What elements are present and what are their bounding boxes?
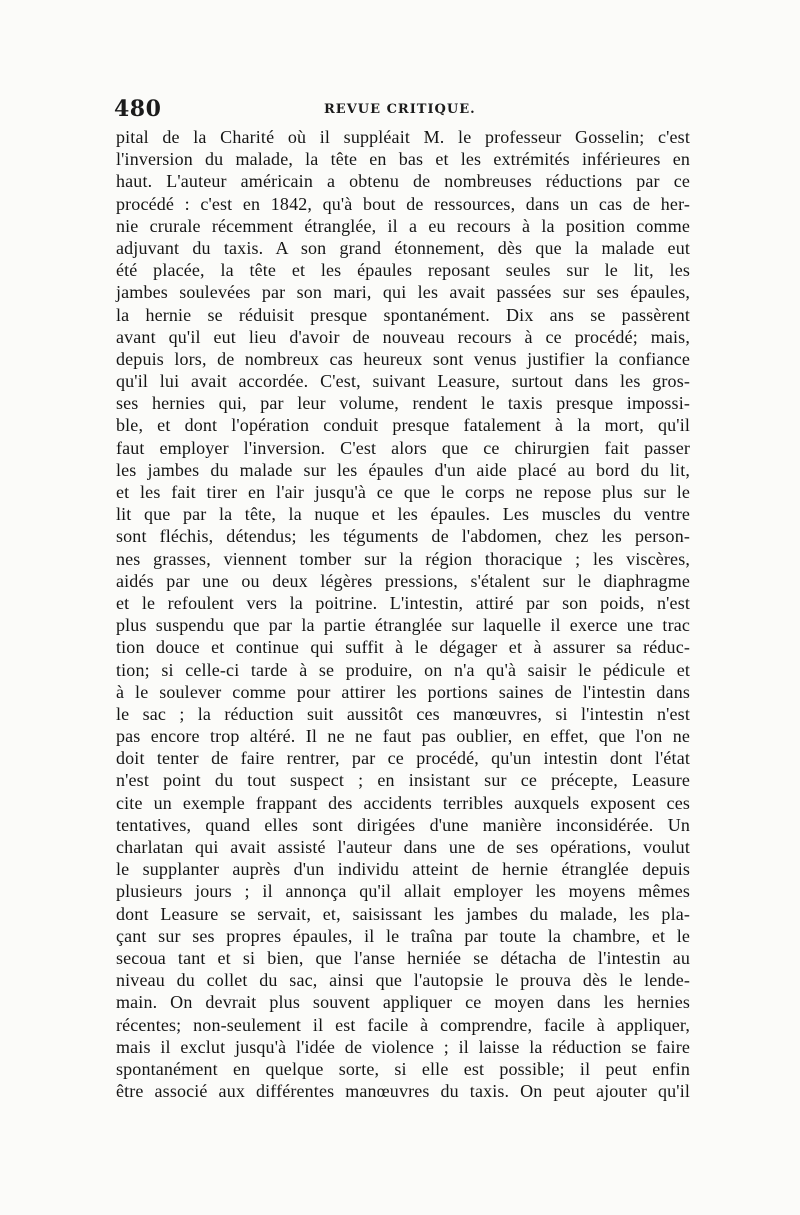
text-line: cite un exemple frappant des accidents terribles auxquels exposent ces	[116, 792, 690, 813]
text-line: nie crurale récemment étranglée, il a eu recours à la position comme	[116, 215, 690, 236]
text-line: main. On devrait plus souvent appliquer ce moyen dans les hernies	[116, 992, 690, 1013]
text-line: et le refoulent vers la poitrine. L'intestin, attiré par son poids, n'est	[116, 592, 690, 613]
text-line: charlatan qui avait assisté l'auteur dans une de ses opérations, voulut	[116, 837, 690, 857]
text-line: plus suspendu que par la partie étranglée sur laquelle il exerce une trac	[116, 615, 690, 636]
text-line: tion; si celle-ci tarde à se produire, on n'a qu'à saisir le pédicule et	[116, 659, 690, 680]
text-line: secoua tant et si bien, que l'anse herniée se détacha de l'intestin au	[116, 947, 690, 968]
text-line: l'inversion du malade, la tête en bas et les extrémités inférieures en	[116, 149, 690, 170]
text-line: spontanément en quelque sorte, si elle est possible; il peut enfin	[116, 1058, 690, 1079]
text-line: été placée, la tête et les épaules reposant seules sur le lit, les	[116, 260, 690, 281]
text-line: à le soulever comme pour attirer les portions saines de l'intestin dans	[116, 681, 690, 702]
text-line: aidés par une ou deux légères pressions, s'étalent sur le diaphragme	[116, 570, 690, 591]
text-line: et les fait tirer en l'air jusqu'à ce que le corps ne repose plus sur le	[116, 482, 690, 502]
text-line: tentatives, quand elles sont dirigées d'une manière inconsidérée. Un	[116, 814, 690, 835]
text-line: récentes; non-seulement il est facile à comprendre, facile à appliquer,	[116, 1014, 690, 1035]
text-line: les jambes du malade sur les épaules d'un aide placé au bord du lit,	[116, 459, 690, 480]
running-head: REVUE CRITIQUE.	[324, 102, 476, 117]
text-line: plusieurs jours ; il annonça qu'il allait employer les moyens mêmes	[116, 881, 690, 902]
text-line: dont Leasure se servait, et, saisissant les jambes du malade, les pla-	[116, 903, 690, 924]
text-line: qu'il lui avait accordée. C'est, suivant Leasure, surtout dans les gros-	[116, 371, 690, 392]
text-line: depuis lors, de nombreux cas heureux sont venus justifier la confiance	[116, 348, 690, 369]
text-line: être associé aux différentes manœuvres du taxis. On peut ajouter qu'il	[116, 1081, 690, 1102]
text-line: mais il exclut jusqu'à l'idée de violence ; il laisse la réduction se faire	[116, 1036, 690, 1057]
text-line: procédé : c'est en 1842, qu'à bout de ressources, dans un cas de her-	[116, 193, 690, 214]
text-line: tion douce et continue qui suffit à le dégager et à assurer sa réduc-	[116, 637, 690, 658]
text-line: lit que par la tête, la nuque et les épaules. Les muscles du ventre	[116, 504, 690, 525]
text-line: faut employer l'inversion. C'est alors que ce chirurgien fait passer	[116, 437, 690, 458]
text-line: ble, et dont l'opération conduit presque fatalement à la mort, qu'il	[116, 415, 690, 436]
text-line: haut. L'auteur américain a obtenu de nombreuses réductions par ce	[116, 171, 690, 192]
text-line: jambes soulevées par son mari, qui les avait passées sur ses épaules,	[116, 282, 690, 303]
text-line: le supplanter auprès d'un individu atteint de hernie étranglée depuis	[116, 859, 690, 880]
text-line: avant qu'il eut lieu d'avoir de nouveau recours à ce procédé; mais,	[116, 326, 690, 347]
text-line: sont fléchis, détendus; les téguments de l'abdomen, chez les person-	[116, 526, 690, 547]
text-line: adjuvant du taxis. A son grand étonnement, dès que la malade eut	[116, 237, 690, 258]
text-line: doit tenter de faire rentrer, par ce procédé, qu'un intestin dont l'état	[116, 748, 690, 769]
page-header	[114, 96, 688, 122]
text-line: niveau du collet du sac, ainsi que l'autopsie le prouva dès le lende-	[116, 970, 690, 991]
text-line: le sac ; la réduction suit aussitôt ces manœuvres, si l'intestin n'est	[116, 703, 690, 724]
text-line: nes grasses, viennent tomber sur la région thoracique ; les viscères,	[116, 548, 690, 569]
text-line: n'est point du tout suspect ; en insistant sur ce précepte, Leasure	[116, 770, 690, 791]
text-line: pas encore trop altéré. Il ne ne faut pas oublier, en effet, que l'on ne	[116, 726, 690, 747]
text-line: la hernie se réduisit presque spontanément. Dix ans se passèrent	[116, 304, 690, 325]
text-line: ses hernies qui, par leur volume, rendent le taxis presque impossi-	[116, 393, 690, 414]
text-line: pital de la Charité où il suppléait M. le professeur Gosselin; c'est	[116, 127, 690, 147]
page-number: 480	[114, 96, 162, 122]
body-text	[116, 126, 690, 1102]
text-line: çant sur ses propres épaules, il le traîna par toute la chambre, et le	[116, 925, 690, 946]
